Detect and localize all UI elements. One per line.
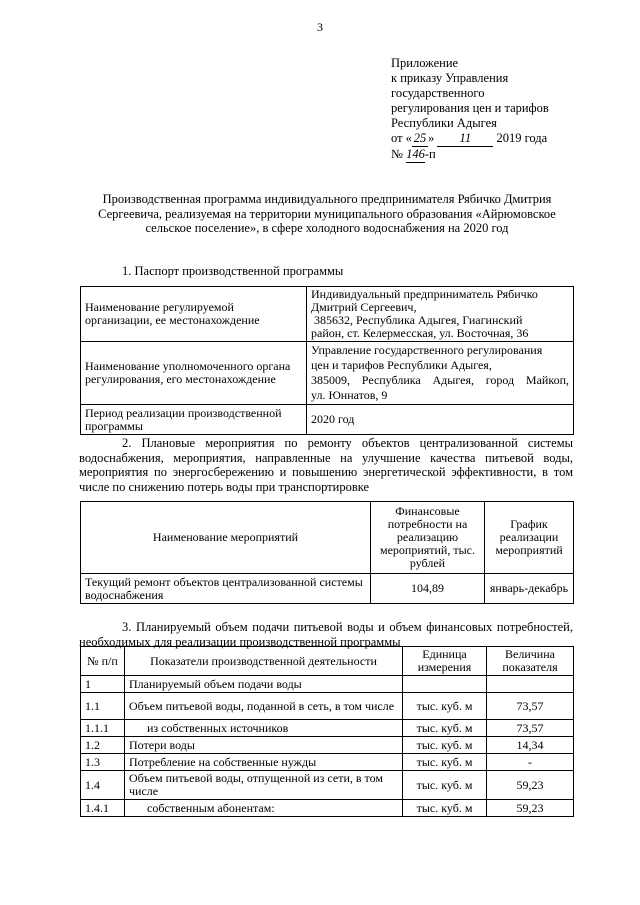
table-row [81, 720, 574, 737]
row-unit: тыс. куб. м [403, 693, 487, 720]
row-value: 14,34 [487, 737, 574, 754]
section2-heading [79, 436, 573, 494]
value-line: Дмитрий Сергеевич, [311, 300, 417, 314]
date-mid: » [427, 131, 435, 145]
number-value: 146 [406, 147, 425, 161]
row-unit: тыс. куб. м [403, 737, 487, 754]
row-value: - [487, 754, 574, 771]
table-row [81, 771, 574, 800]
order-number [391, 147, 549, 163]
section2-text: 2. Плановые мероприятия по ремонту объектов централизованной системы водоснабжения, мероприятия, направленные на улучшение качества питьевой воды, мероприятия по энергосбережению и повышению энергетической эффективности, в том числе по снижению потерь воды при транспортировке [79, 436, 573, 494]
appendix-line: Республики Адыгея [391, 116, 497, 130]
value-line: район, ст. Келермесская, ул. Восточная, 36 [311, 326, 529, 340]
row-num: 1.4 [81, 771, 125, 800]
row-unit: тыс. куб. м [403, 720, 487, 737]
header-indicator: Показатели производственной деятельности [125, 647, 403, 676]
header-finance: Финансовые потребности на реализацию мероприятий, тыс. рублей [371, 502, 485, 574]
table-row [81, 800, 574, 817]
table-row [81, 676, 574, 693]
passport-value [307, 287, 574, 342]
value-line: 385009, Республика Адыгея, город Майкоп, [311, 373, 569, 387]
table-row [81, 693, 574, 720]
date-prefix: от « [391, 131, 412, 145]
passport-value: 2020 год [307, 405, 574, 435]
date-year: 2019 года [496, 131, 548, 145]
header-num: № п/п [81, 647, 125, 676]
passport-label: Период реализации производственной программы [81, 405, 307, 435]
passport-table [80, 286, 574, 435]
measure-finance: 104,89 [371, 574, 485, 604]
row-indicator: Планируемый объем подачи воды [125, 676, 403, 693]
row-num: 1 [81, 676, 125, 693]
row-value: 59,23 [487, 771, 574, 800]
row-value: 73,57 [487, 720, 574, 737]
header-measure-name: Наименование мероприятий [81, 502, 371, 574]
header-value: Величина показателя [487, 647, 574, 676]
row-num: 1.3 [81, 754, 125, 771]
row-num: 1.1.1 [81, 720, 125, 737]
row-value: 59,23 [487, 800, 574, 817]
section3-heading [79, 620, 573, 649]
number-prefix: № [391, 147, 403, 161]
document-title: Производственная программа индивидуального предпринимателя Рябичко Дмитрия Сергеевича, реализуемая на территории муниципального образования «Айрюмовское сельское поселение», в сфере холодного водоснабжения на 2020 год [98, 192, 556, 235]
volume-table [80, 646, 574, 817]
table-row [81, 287, 574, 342]
row-indicator: из собственных источников [125, 720, 403, 737]
appendix-line: Приложение [391, 56, 459, 70]
page-number: 3 [317, 20, 323, 34]
row-unit [403, 676, 487, 693]
number-suffix: -п [424, 147, 436, 161]
table-row [81, 405, 574, 435]
passport-value [307, 342, 574, 405]
measure-name: Текущий ремонт объектов централизованной системы водоснабжения [81, 574, 371, 604]
row-num: 1.4.1 [81, 800, 125, 817]
header-schedule: График реализации мероприятий [485, 502, 574, 574]
header-unit: Единица измерения [403, 647, 487, 676]
appendix-line: регулирования цен и тарифов [391, 101, 549, 115]
value-line: цен и тарифов Республики Адыгея, [311, 358, 492, 372]
row-indicator: Потери воды [125, 737, 403, 754]
passport-label: Наименование уполномоченного органа регулирования, его местонахождение [81, 342, 307, 405]
section3-text: 3. Планируемый объем подачи питьевой воды и объем финансовых потребностей, необходимых для реализации производственной программы [79, 620, 573, 649]
table-row [81, 502, 574, 574]
section1-heading: 1. Паспорт производственной программы [122, 264, 344, 278]
measure-schedule: январь-декабрь [485, 574, 574, 604]
row-value: 73,57 [487, 693, 574, 720]
row-unit: тыс. куб. м [403, 800, 487, 817]
appendix-line: государственного [391, 86, 485, 100]
order-date [391, 131, 549, 147]
row-indicator: Потребление на собственные нужды [125, 754, 403, 771]
table-row [81, 754, 574, 771]
appendix-block [391, 56, 549, 163]
table-row [81, 574, 574, 604]
table-row [81, 342, 574, 405]
row-unit: тыс. куб. м [403, 754, 487, 771]
row-indicator: собственным абонентам: [125, 800, 403, 817]
row-value [487, 676, 574, 693]
row-num: 1.1 [81, 693, 125, 720]
date-month: 11 [437, 131, 493, 147]
value-line: Индивидуальный предприниматель Рябичко [311, 287, 538, 301]
row-num: 1.2 [81, 737, 125, 754]
measures-table [80, 501, 574, 604]
row-indicator: Объем питьевой воды, отпущенной из сети, в том числе [125, 771, 403, 800]
passport-label: Наименование регулируемой организации, ее местонахождение [81, 287, 307, 342]
appendix-line: к приказу Управления [391, 71, 509, 85]
table-row [81, 647, 574, 676]
row-unit: тыс. куб. м [403, 771, 487, 800]
value-line: ул. Юннатов, 9 [311, 388, 388, 402]
value-line: 385632, Республика Адыгея, Гиагинский [311, 313, 523, 327]
row-indicator: Объем питьевой воды, поданной в сеть, в том числе [125, 693, 403, 720]
date-day: 25 [413, 131, 427, 145]
value-line: Управление государственного регулирования [311, 343, 543, 357]
table-row [81, 737, 574, 754]
